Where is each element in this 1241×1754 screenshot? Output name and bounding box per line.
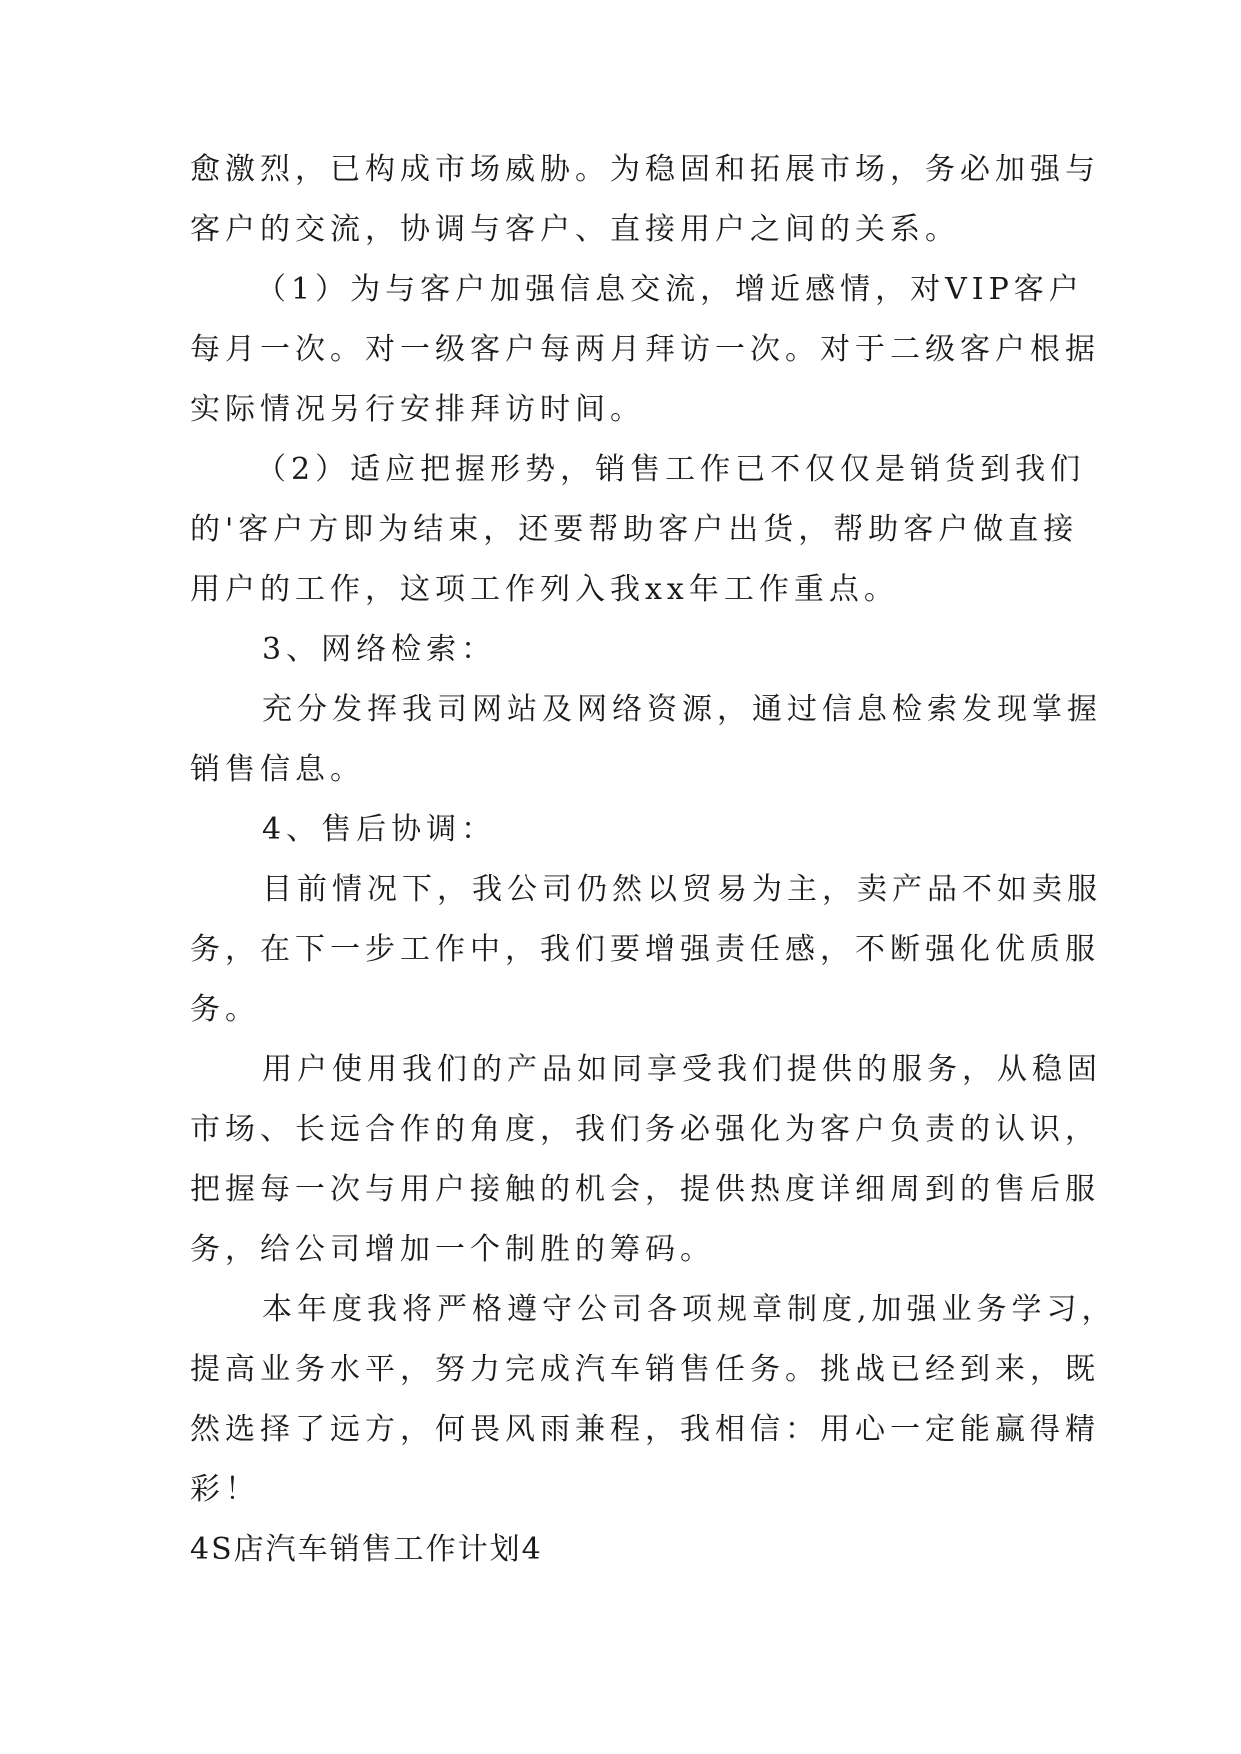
text-line: 彩！	[190, 1472, 260, 1507]
text-line: 用户的工作，这项工作列入我xx年工作重点。	[190, 572, 899, 607]
text-line: 然选择了远方，何畏风雨兼程，我相信：用心一定能赢得精	[190, 1412, 1100, 1447]
text-line: 把握每一次与用户接触的机会，提供热度详细周到的售后服	[190, 1172, 1100, 1207]
text-line: 销售信息。	[190, 752, 365, 787]
text-line: 愈激烈，已构成市场威胁。为稳固和拓展市场，务必加强与	[190, 152, 1100, 187]
text-line: 务。	[190, 992, 260, 1027]
document-heading: 4S店汽车销售工作计划4	[190, 1532, 543, 1567]
text-line: 客户的交流，协调与客户、直接用户之间的关系。	[190, 212, 960, 247]
text-line: 用户使用我们的产品如同享受我们提供的服务，从稳固	[262, 1052, 1102, 1087]
section-heading: 4、售后协调：	[262, 812, 497, 847]
text-line: 提高业务水平，努力完成汽车销售任务。挑战已经到来，既	[190, 1352, 1100, 1387]
text-line: 务，在下一步工作中，我们要增强责任感，不断强化优质服	[190, 932, 1100, 967]
text-line: 充分发挥我司网站及网络资源，通过信息检索发现掌握	[262, 692, 1102, 727]
section-heading: 3、网络检索：	[262, 632, 497, 667]
text-line: 本年度我将严格遵守公司各项规章制度,加强业务学习，	[262, 1292, 1117, 1327]
text-line: 的'客户方即为结束，还要帮助客户出货，帮助客户做直接	[190, 512, 1079, 547]
text-line: 市场、长远合作的角度，我们务必强化为客户负责的认识，	[190, 1112, 1100, 1147]
text-line: 实际情况另行安排拜访时间。	[190, 392, 645, 427]
text-line: （2）适应把握形势，销售工作已不仅仅是销货到我们	[256, 452, 1086, 487]
text-line: （1）为与客户加强信息交流，增近感情，对VIP客户	[256, 272, 1084, 307]
text-line: 务，给公司增加一个制胜的筹码。	[190, 1232, 715, 1267]
text-line: 每月一次。对一级客户每两月拜访一次。对于二级客户根据	[190, 332, 1100, 367]
text-line: 目前情况下，我公司仍然以贸易为主，卖产品不如卖服	[262, 872, 1102, 907]
